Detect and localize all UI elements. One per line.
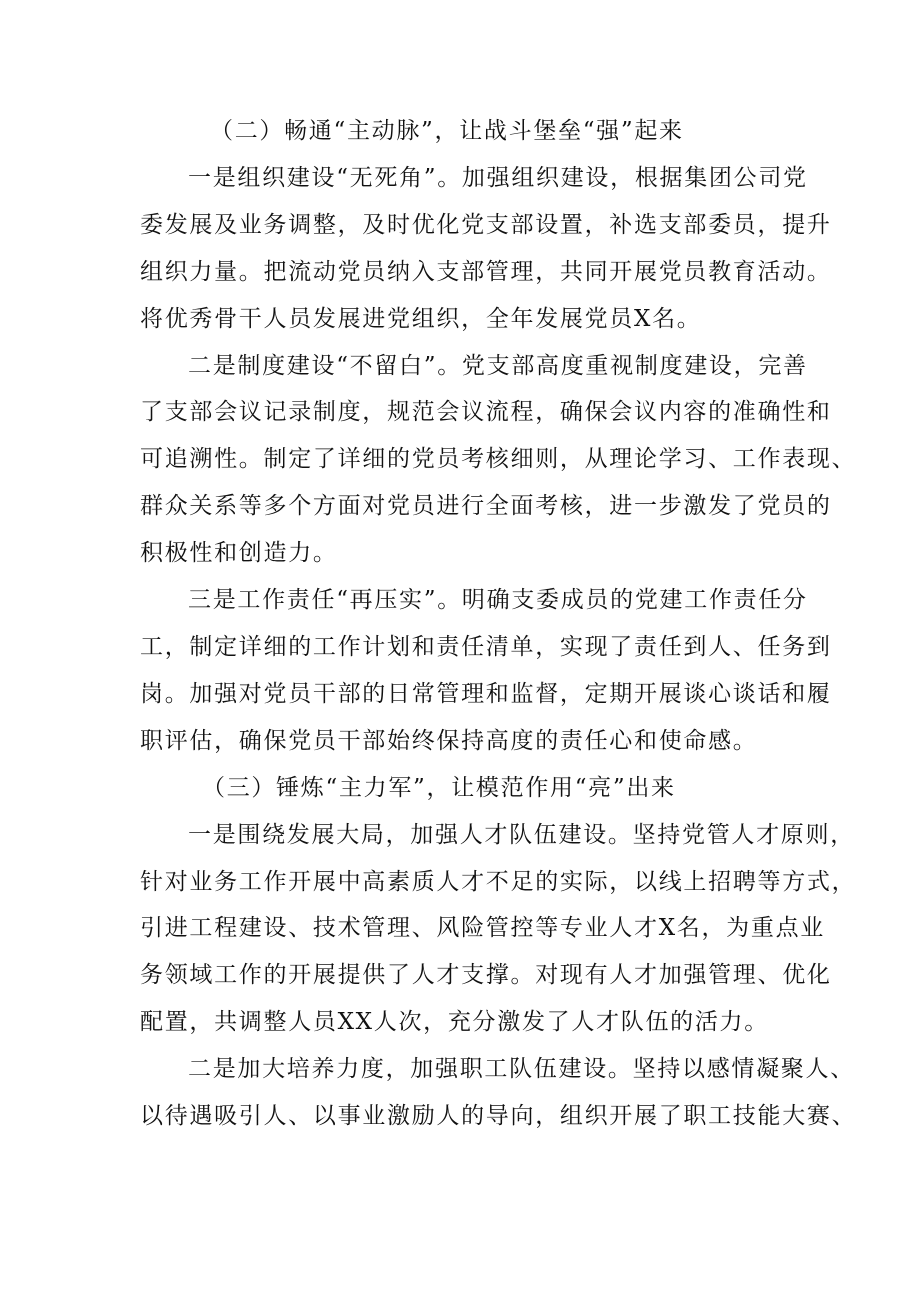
paragraph-line: 三是工作责任“再压实”。明确支委成员的党建工作责任分: [188, 587, 808, 614]
paragraph-line: 一是围绕发展大局，加强人才队伍建设。坚持党管人才原则，: [188, 821, 855, 848]
paragraph-line: 将优秀骨干人员发展进党组织，全年发展党员X名。: [140, 305, 702, 332]
paragraph-line: 二是加大培养力度，加强职工队伍建设。坚持以感情凝聚人、: [188, 1056, 855, 1083]
paragraph-system: [140, 343, 857, 578]
paragraph-line: 针对业务工作开展中高素质人才不足的实际，以线上招聘等方式，: [140, 868, 857, 895]
paragraph-line: 职评估，确保党员干部始终保持高度的责任心和使命感。: [140, 727, 758, 754]
paragraph-line: 岗。加强对党员干部的日常管理和监督，定期开展谈心谈话和履: [140, 680, 832, 707]
paragraph-organization: [140, 155, 832, 343]
paragraph-responsibility: [140, 577, 832, 765]
paragraph-line: 二是制度建设“不留白”。党支部高度重视制度建设，完善: [188, 352, 808, 379]
paragraph-line: 组织力量。把流动党员纳入支部管理，共同开展党员教育活动。: [140, 258, 832, 285]
paragraph-training: [140, 1046, 857, 1140]
paragraph-line: 委发展及业务调整，及时优化党支部设置，补选支部委员，提升: [140, 211, 832, 238]
paragraph-line: 务领域工作的开展提供了人才支撑。对现有人才加强管理、优化: [140, 962, 832, 989]
paragraph-talent: [140, 812, 857, 1047]
paragraph-line: 配置，共调整人员XX人次，充分激发了人才队伍的活力。: [140, 1009, 769, 1036]
section-heading-3: （三）锤炼“主力军”，让模范作用“亮”出来: [202, 774, 676, 801]
paragraph-line: 以待遇吸引人、以事业激励人的导向，组织开展了职工技能大赛、: [140, 1103, 857, 1130]
paragraph-line: 可追溯性。制定了详细的党员考核细则，从理论学习、工作表现、: [140, 446, 857, 473]
paragraph-line: 一是组织建设“无死角”。加强组织建设，根据集团公司党: [188, 164, 808, 191]
paragraph-line: 了支部会议记录制度，规范会议流程，确保会议内容的准确性和: [140, 399, 832, 426]
paragraph-line: 积极性和创造力。: [140, 540, 338, 567]
paragraph-line: 工，制定详细的工作计划和责任清单，实现了责任到人、任务到: [140, 633, 832, 660]
paragraph-line: 群众关系等多个方面对党员进行全面考核，进一步激发了党员的: [140, 493, 832, 520]
section-heading-2: （二）畅通“主动脉”，让战斗堡垒“强”起来: [210, 118, 684, 144]
paragraph-line: 引进工程建设、技术管理、风险管控等专业人才X名，为重点业: [140, 915, 825, 942]
